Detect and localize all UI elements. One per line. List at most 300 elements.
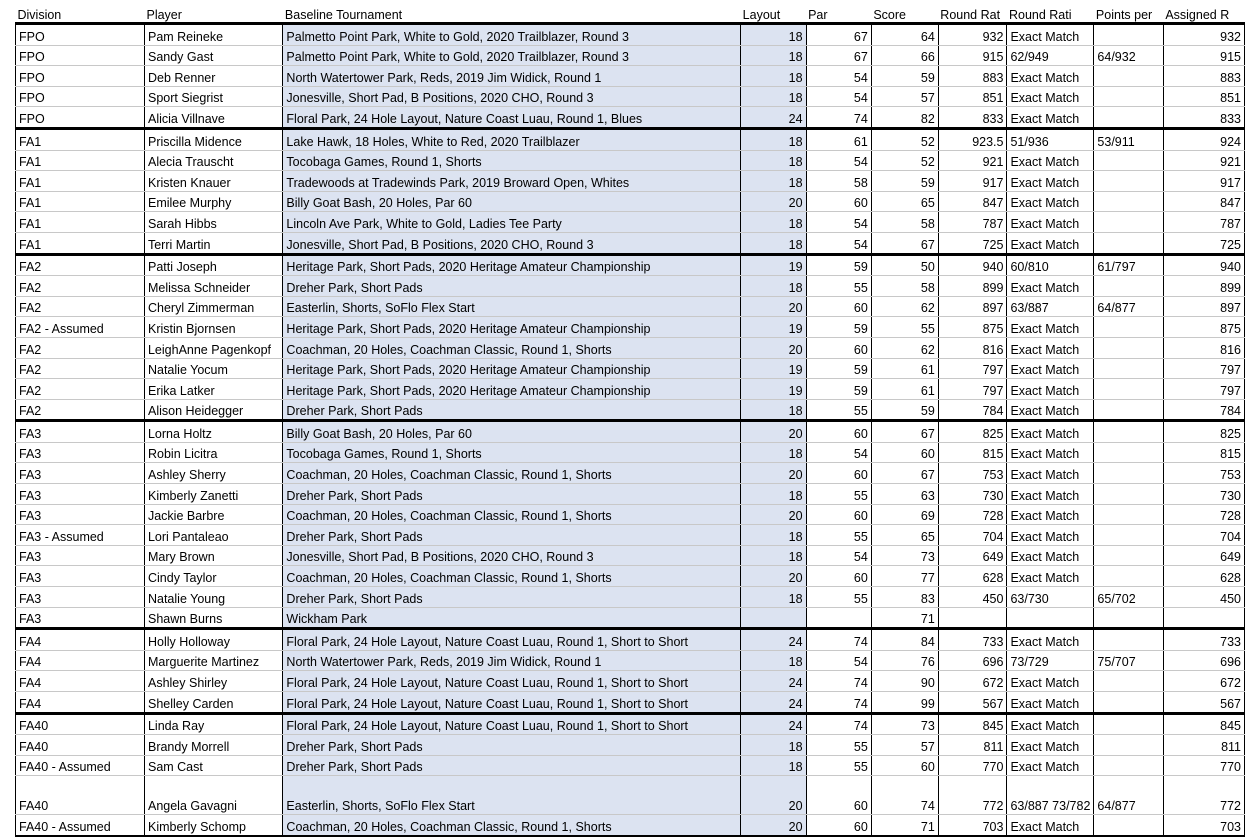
cell-layout[interactable]: 18	[741, 442, 806, 463]
cell-player[interactable]: Natalie Yocum	[144, 358, 282, 379]
cell-round-rating-match[interactable]: Exact Match	[1007, 276, 1094, 297]
cell-round-rating-match[interactable]: Exact Match	[1007, 107, 1094, 129]
col-header-round-rating-match[interactable]: Round Rati	[1008, 8, 1072, 22]
cell-round-rating[interactable]: 811	[938, 735, 1007, 756]
cell-player[interactable]: Jackie Barbre	[144, 504, 282, 525]
cell-points-per[interactable]: 64/932	[1094, 45, 1163, 66]
col-header-points-per[interactable]: Points per	[1095, 8, 1153, 22]
cell-score[interactable]: 61	[871, 379, 938, 400]
cell-player[interactable]: Kristen Knauer	[144, 171, 282, 192]
cell-points-per[interactable]	[1094, 442, 1163, 463]
cell-assigned-rating[interactable]: 567	[1163, 692, 1244, 714]
cell-division[interactable]: FA2	[16, 296, 145, 317]
cell-layout[interactable]: 20	[741, 296, 806, 317]
cell-points-per[interactable]	[1094, 232, 1163, 254]
cell-round-rating[interactable]: 696	[938, 650, 1007, 671]
cell-layout[interactable]: 20	[741, 815, 806, 836]
cell-baseline-tournament[interactable]: Dreher Park, Short Pads	[283, 587, 741, 608]
cell-par[interactable]: 74	[806, 107, 871, 129]
cell-par[interactable]: 74	[806, 629, 871, 651]
cell-par[interactable]: 55	[806, 484, 871, 505]
cell-division[interactable]: FA3	[16, 463, 145, 484]
cell-layout[interactable]: 18	[741, 45, 806, 66]
cell-par[interactable]: 60	[806, 504, 871, 525]
cell-round-rating-match[interactable]: Exact Match	[1007, 191, 1094, 212]
cell-player[interactable]: LeighAnne Pagenkopf	[144, 337, 282, 358]
cell-player[interactable]: Linda Ray	[144, 713, 282, 735]
cell-player[interactable]: Marguerite Martinez	[144, 650, 282, 671]
col-header-assigned-rating[interactable]: Assigned R	[1165, 8, 1230, 22]
cell-round-rating-match[interactable]: Exact Match	[1007, 171, 1094, 192]
cell-round-rating[interactable]: 847	[938, 191, 1007, 212]
cell-score[interactable]: 52	[871, 128, 938, 150]
cell-player[interactable]: Priscilla Midence	[144, 128, 282, 150]
cell-player[interactable]: Mary Brown	[144, 545, 282, 566]
cell-layout[interactable]: 20	[741, 421, 806, 443]
cell-par[interactable]: 67	[806, 24, 871, 46]
cell-points-per[interactable]	[1094, 358, 1163, 379]
cell-round-rating[interactable]: 628	[938, 566, 1007, 587]
cell-par[interactable]: 55	[806, 587, 871, 608]
cell-par[interactable]: 54	[806, 232, 871, 254]
cell-score[interactable]: 62	[871, 296, 938, 317]
cell-baseline-tournament[interactable]: Lake Hawk, 18 Holes, White to Red, 2020 Trailblazer	[283, 128, 741, 150]
cell-round-rating[interactable]: 797	[938, 379, 1007, 400]
cell-score[interactable]: 52	[871, 150, 938, 171]
cell-baseline-tournament[interactable]: Heritage Park, Short Pads, 2020 Heritage Amateur Championship	[283, 317, 741, 338]
cell-assigned-rating[interactable]: 703	[1163, 815, 1244, 836]
cell-points-per[interactable]	[1094, 545, 1163, 566]
cell-par[interactable]: 60	[806, 776, 871, 815]
cell-round-rating[interactable]: 932	[938, 24, 1007, 46]
cell-round-rating-match[interactable]: Exact Match	[1007, 463, 1094, 484]
cell-round-rating[interactable]: 940	[938, 254, 1007, 276]
cell-score[interactable]: 90	[871, 671, 938, 692]
cell-division[interactable]: FA3	[16, 566, 145, 587]
cell-points-per[interactable]	[1094, 171, 1163, 192]
cell-score[interactable]: 84	[871, 629, 938, 651]
cell-baseline-tournament[interactable]: Easterlin, Shorts, SoFlo Flex Start	[283, 776, 741, 815]
cell-layout[interactable]: 18	[741, 86, 806, 107]
cell-assigned-rating[interactable]: 672	[1163, 671, 1244, 692]
cell-baseline-tournament[interactable]: Wickham Park	[283, 607, 741, 629]
cell-par[interactable]: 60	[806, 296, 871, 317]
cell-baseline-tournament[interactable]: Coachman, 20 Holes, Coachman Classic, Round 1, Shorts	[283, 566, 741, 587]
cell-round-rating-match[interactable]: Exact Match	[1007, 735, 1094, 756]
col-header-baseline-tournament[interactable]: Baseline Tournament	[284, 8, 403, 22]
cell-points-per[interactable]: 65/702	[1094, 587, 1163, 608]
cell-assigned-rating[interactable]: 897	[1163, 296, 1244, 317]
cell-division[interactable]: FA3	[16, 421, 145, 443]
cell-round-rating[interactable]: 772	[938, 776, 1007, 815]
cell-player[interactable]: Melissa Schneider	[144, 276, 282, 297]
cell-points-per[interactable]	[1094, 692, 1163, 714]
cell-player[interactable]: Robin Licitra	[144, 442, 282, 463]
cell-layout[interactable]: 18	[741, 525, 806, 546]
cell-round-rating[interactable]: 704	[938, 525, 1007, 546]
cell-player[interactable]: Sandy Gast	[144, 45, 282, 66]
col-header-layout[interactable]: Layout	[742, 8, 781, 22]
cell-round-rating-match[interactable]: 63/730	[1007, 587, 1094, 608]
cell-layout[interactable]: 19	[741, 358, 806, 379]
cell-baseline-tournament[interactable]: Palmetto Point Park, White to Gold, 2020 Trailblazer, Round 3	[283, 24, 741, 46]
cell-par[interactable]: 74	[806, 671, 871, 692]
cell-par[interactable]: 54	[806, 150, 871, 171]
cell-score[interactable]: 82	[871, 107, 938, 129]
cell-par[interactable]: 59	[806, 317, 871, 338]
cell-baseline-tournament[interactable]: Heritage Park, Short Pads, 2020 Heritage Amateur Championship	[283, 254, 741, 276]
cell-round-rating[interactable]: 450	[938, 587, 1007, 608]
cell-player[interactable]: Cindy Taylor	[144, 566, 282, 587]
cell-division[interactable]: FA1	[16, 171, 145, 192]
cell-round-rating-match[interactable]: Exact Match	[1007, 399, 1094, 421]
cell-layout[interactable]: 18	[741, 128, 806, 150]
cell-score[interactable]: 57	[871, 86, 938, 107]
cell-round-rating[interactable]: 816	[938, 337, 1007, 358]
cell-assigned-rating[interactable]: 628	[1163, 566, 1244, 587]
cell-round-rating[interactable]: 875	[938, 317, 1007, 338]
cell-assigned-rating[interactable]: 915	[1163, 45, 1244, 66]
cell-baseline-tournament[interactable]: Floral Park, 24 Hole Layout, Nature Coast Luau, Round 1, Blues	[283, 107, 741, 129]
cell-division[interactable]: FA2	[16, 399, 145, 421]
cell-assigned-rating[interactable]: 649	[1163, 545, 1244, 566]
cell-division[interactable]: FPO	[16, 86, 145, 107]
cell-points-per[interactable]	[1094, 86, 1163, 107]
cell-baseline-tournament[interactable]: Lincoln Ave Park, White to Gold, Ladies Tee Party	[283, 212, 741, 233]
cell-layout[interactable]: 18	[741, 24, 806, 46]
cell-player[interactable]: Brandy Morrell	[144, 735, 282, 756]
cell-score[interactable]: 71	[871, 815, 938, 836]
cell-player[interactable]: Ashley Sherry	[144, 463, 282, 484]
cell-par[interactable]: 60	[806, 191, 871, 212]
cell-par[interactable]: 54	[806, 212, 871, 233]
cell-score[interactable]: 60	[871, 442, 938, 463]
cell-baseline-tournament[interactable]: Tradewoods at Tradewinds Park, 2019 Broward Open, Whites	[283, 171, 741, 192]
cell-division[interactable]: FA1	[16, 128, 145, 150]
cell-score[interactable]: 63	[871, 484, 938, 505]
cell-layout[interactable]: 18	[741, 545, 806, 566]
cell-division[interactable]: FA1	[16, 191, 145, 212]
cell-player[interactable]: Kimberly Schomp	[144, 815, 282, 836]
cell-layout[interactable]: 18	[741, 484, 806, 505]
cell-points-per[interactable]	[1094, 735, 1163, 756]
cell-round-rating[interactable]: 733	[938, 629, 1007, 651]
cell-player[interactable]: Holly Holloway	[144, 629, 282, 651]
cell-baseline-tournament[interactable]: Floral Park, 24 Hole Layout, Nature Coast Luau, Round 1, Short to Short	[283, 713, 741, 735]
cell-division[interactable]: FA3	[16, 607, 145, 629]
cell-player[interactable]: Natalie Young	[144, 587, 282, 608]
cell-player[interactable]: Pam Reineke	[144, 24, 282, 46]
cell-score[interactable]: 65	[871, 191, 938, 212]
cell-player[interactable]: Kimberly Zanetti	[144, 484, 282, 505]
cell-points-per[interactable]	[1094, 566, 1163, 587]
cell-round-rating[interactable]: 923.5	[938, 128, 1007, 150]
cell-assigned-rating[interactable]: 730	[1163, 484, 1244, 505]
cell-division[interactable]: FA2	[16, 379, 145, 400]
cell-assigned-rating[interactable]: 875	[1163, 317, 1244, 338]
cell-assigned-rating[interactable]: 787	[1163, 212, 1244, 233]
cell-baseline-tournament[interactable]: Dreher Park, Short Pads	[283, 484, 741, 505]
cell-points-per[interactable]: 64/877	[1094, 296, 1163, 317]
cell-par[interactable]: 58	[806, 171, 871, 192]
cell-baseline-tournament[interactable]: Dreher Park, Short Pads	[283, 399, 741, 421]
cell-par[interactable]: 54	[806, 650, 871, 671]
cell-division[interactable]: FA2	[16, 254, 145, 276]
cell-layout[interactable]: 20	[741, 504, 806, 525]
cell-score[interactable]: 58	[871, 276, 938, 297]
cell-player[interactable]: Alison Heidegger	[144, 399, 282, 421]
cell-division[interactable]: FA1	[16, 150, 145, 171]
cell-player[interactable]: Kristin Bjornsen	[144, 317, 282, 338]
cell-points-per[interactable]	[1094, 107, 1163, 129]
cell-par[interactable]: 55	[806, 755, 871, 776]
cell-player[interactable]: Shelley Carden	[144, 692, 282, 714]
cell-baseline-tournament[interactable]: Floral Park, 24 Hole Layout, Nature Coast Luau, Round 1, Short to Short	[283, 671, 741, 692]
cell-round-rating[interactable]: 753	[938, 463, 1007, 484]
cell-par[interactable]: 61	[806, 128, 871, 150]
cell-points-per[interactable]	[1094, 191, 1163, 212]
cell-round-rating-match[interactable]: 63/887	[1007, 296, 1094, 317]
cell-division[interactable]: FA2	[16, 358, 145, 379]
cell-layout[interactable]: 20	[741, 566, 806, 587]
cell-layout[interactable]: 18	[741, 171, 806, 192]
cell-round-rating-match[interactable]: Exact Match	[1007, 379, 1094, 400]
cell-assigned-rating[interactable]: 940	[1163, 254, 1244, 276]
cell-round-rating-match[interactable]: Exact Match	[1007, 66, 1094, 87]
cell-player[interactable]: Emilee Murphy	[144, 191, 282, 212]
cell-round-rating-match[interactable]: Exact Match	[1007, 150, 1094, 171]
cell-round-rating[interactable]: 883	[938, 66, 1007, 87]
cell-points-per[interactable]	[1094, 463, 1163, 484]
cell-assigned-rating[interactable]: 917	[1163, 171, 1244, 192]
cell-assigned-rating[interactable]: 833	[1163, 107, 1244, 129]
cell-baseline-tournament[interactable]: North Watertower Park, Reds, 2019 Jim Widick, Round 1	[283, 650, 741, 671]
cell-score[interactable]: 62	[871, 337, 938, 358]
cell-assigned-rating[interactable]: 811	[1163, 735, 1244, 756]
cell-layout[interactable]: 20	[741, 776, 806, 815]
cell-player[interactable]: Terri Martin	[144, 232, 282, 254]
cell-round-rating[interactable]: 725	[938, 232, 1007, 254]
cell-baseline-tournament[interactable]: Jonesville, Short Pad, B Positions, 2020 CHO, Round 3	[283, 545, 741, 566]
cell-round-rating[interactable]: 730	[938, 484, 1007, 505]
cell-round-rating-match[interactable]: Exact Match	[1007, 504, 1094, 525]
cell-score[interactable]: 99	[871, 692, 938, 714]
cell-division[interactable]: FA4	[16, 650, 145, 671]
cell-round-rating[interactable]: 815	[938, 442, 1007, 463]
cell-round-rating-match[interactable]: Exact Match	[1007, 525, 1094, 546]
cell-player[interactable]: Cheryl Zimmerman	[144, 296, 282, 317]
cell-score[interactable]: 67	[871, 421, 938, 443]
cell-layout[interactable]: 18	[741, 276, 806, 297]
cell-par[interactable]: 54	[806, 545, 871, 566]
cell-score[interactable]: 74	[871, 776, 938, 815]
cell-division[interactable]: FA40 - Assumed	[16, 755, 145, 776]
cell-points-per[interactable]	[1094, 815, 1163, 836]
cell-round-rating-match[interactable]: 73/729	[1007, 650, 1094, 671]
cell-par[interactable]: 54	[806, 442, 871, 463]
cell-assigned-rating[interactable]: 784	[1163, 399, 1244, 421]
cell-baseline-tournament[interactable]: Heritage Park, Short Pads, 2020 Heritage Amateur Championship	[283, 379, 741, 400]
cell-score[interactable]: 73	[871, 545, 938, 566]
cell-score[interactable]: 64	[871, 24, 938, 46]
cell-score[interactable]: 59	[871, 399, 938, 421]
cell-par[interactable]: 60	[806, 566, 871, 587]
cell-round-rating-match[interactable]: Exact Match	[1007, 337, 1094, 358]
cell-layout[interactable]: 19	[741, 254, 806, 276]
cell-round-rating-match[interactable]: 60/810	[1007, 254, 1094, 276]
cell-baseline-tournament[interactable]: Coachman, 20 Holes, Coachman Classic, Round 1, Shorts	[283, 337, 741, 358]
cell-layout[interactable]: 18	[741, 755, 806, 776]
cell-par[interactable]: 67	[806, 45, 871, 66]
cell-round-rating-match[interactable]: Exact Match	[1007, 566, 1094, 587]
cell-layout[interactable]: 18	[741, 212, 806, 233]
cell-round-rating[interactable]	[938, 607, 1007, 629]
cell-player[interactable]: Angela Gavagni	[144, 776, 282, 815]
cell-division[interactable]: FA3	[16, 484, 145, 505]
cell-par[interactable]: 60	[806, 463, 871, 484]
cell-baseline-tournament[interactable]: Dreher Park, Short Pads	[283, 525, 741, 546]
cell-player[interactable]: Ashley Shirley	[144, 671, 282, 692]
cell-baseline-tournament[interactable]: Dreher Park, Short Pads	[283, 276, 741, 297]
cell-layout[interactable]: 20	[741, 337, 806, 358]
cell-round-rating-match[interactable]: Exact Match	[1007, 421, 1094, 443]
cell-player[interactable]: Sarah Hibbs	[144, 212, 282, 233]
cell-player[interactable]: Sport Siegrist	[144, 86, 282, 107]
cell-points-per[interactable]: 61/797	[1094, 254, 1163, 276]
cell-par[interactable]: 59	[806, 379, 871, 400]
cell-score[interactable]: 67	[871, 232, 938, 254]
cell-round-rating-match[interactable]: Exact Match	[1007, 755, 1094, 776]
cell-player[interactable]: Alecia Trauscht	[144, 150, 282, 171]
cell-baseline-tournament[interactable]: Tocobaga Games, Round 1, Shorts	[283, 150, 741, 171]
col-header-score[interactable]: Score	[873, 8, 906, 22]
cell-division[interactable]: FA40	[16, 776, 145, 815]
cell-points-per[interactable]	[1094, 212, 1163, 233]
cell-round-rating-match[interactable]: 51/936	[1007, 128, 1094, 150]
cell-round-rating-match[interactable]: Exact Match	[1007, 484, 1094, 505]
cell-score[interactable]: 55	[871, 317, 938, 338]
cell-division[interactable]: FA40 - Assumed	[16, 815, 145, 836]
cell-points-per[interactable]: 64/877	[1094, 776, 1163, 815]
cell-round-rating-match[interactable]: Exact Match	[1007, 692, 1094, 714]
cell-round-rating-match[interactable]: Exact Match	[1007, 629, 1094, 651]
cell-round-rating[interactable]: 649	[938, 545, 1007, 566]
cell-round-rating[interactable]: 797	[938, 358, 1007, 379]
cell-layout[interactable]: 19	[741, 317, 806, 338]
cell-points-per[interactable]	[1094, 24, 1163, 46]
cell-par[interactable]: 74	[806, 713, 871, 735]
cell-round-rating-match[interactable]: Exact Match	[1007, 671, 1094, 692]
cell-round-rating[interactable]: 728	[938, 504, 1007, 525]
cell-player[interactable]: Shawn Burns	[144, 607, 282, 629]
cell-score[interactable]: 77	[871, 566, 938, 587]
cell-points-per[interactable]	[1094, 713, 1163, 735]
cell-division[interactable]: FA3	[16, 587, 145, 608]
cell-round-rating-match[interactable]: Exact Match	[1007, 232, 1094, 254]
cell-layout[interactable]: 18	[741, 150, 806, 171]
cell-assigned-rating[interactable]: 725	[1163, 232, 1244, 254]
cell-assigned-rating[interactable]: 772	[1163, 776, 1244, 815]
cell-player[interactable]: Erika Latker	[144, 379, 282, 400]
cell-par[interactable]: 54	[806, 66, 871, 87]
cell-player[interactable]: Patti Joseph	[144, 254, 282, 276]
cell-baseline-tournament[interactable]: Heritage Park, Short Pads, 2020 Heritage Amateur Championship	[283, 358, 741, 379]
cell-par[interactable]: 60	[806, 815, 871, 836]
cell-points-per[interactable]	[1094, 607, 1163, 629]
cell-round-rating[interactable]: 897	[938, 296, 1007, 317]
cell-assigned-rating[interactable]: 797	[1163, 379, 1244, 400]
cell-assigned-rating[interactable]: 753	[1163, 463, 1244, 484]
cell-round-rating-match[interactable]: Exact Match	[1007, 358, 1094, 379]
cell-score[interactable]: 67	[871, 463, 938, 484]
cell-assigned-rating[interactable]: 921	[1163, 150, 1244, 171]
cell-par[interactable]: 60	[806, 421, 871, 443]
cell-round-rating[interactable]: 833	[938, 107, 1007, 129]
cell-points-per[interactable]	[1094, 66, 1163, 87]
cell-assigned-rating[interactable]: 815	[1163, 442, 1244, 463]
cell-score[interactable]: 60	[871, 755, 938, 776]
cell-assigned-rating[interactable]: 932	[1163, 24, 1244, 46]
cell-score[interactable]: 58	[871, 212, 938, 233]
cell-points-per[interactable]	[1094, 671, 1163, 692]
cell-points-per[interactable]	[1094, 150, 1163, 171]
cell-baseline-tournament[interactable]: Floral Park, 24 Hole Layout, Nature Coast Luau, Round 1, Short to Short	[283, 692, 741, 714]
cell-division[interactable]: FA1	[16, 212, 145, 233]
cell-baseline-tournament[interactable]: Tocobaga Games, Round 1, Shorts	[283, 442, 741, 463]
cell-round-rating-match[interactable]	[1007, 607, 1094, 629]
cell-baseline-tournament[interactable]: Coachman, 20 Holes, Coachman Classic, Round 1, Shorts	[283, 815, 741, 836]
cell-division[interactable]: FA40	[16, 713, 145, 735]
cell-round-rating-match[interactable]: Exact Match	[1007, 24, 1094, 46]
cell-par[interactable]: 59	[806, 358, 871, 379]
cell-points-per[interactable]: 53/911	[1094, 128, 1163, 150]
cell-round-rating-match[interactable]: Exact Match	[1007, 317, 1094, 338]
cell-layout[interactable]: 24	[741, 692, 806, 714]
cell-round-rating-match[interactable]: Exact Match	[1007, 86, 1094, 107]
cell-round-rating-match[interactable]: 62/949	[1007, 45, 1094, 66]
cell-assigned-rating[interactable]: 770	[1163, 755, 1244, 776]
cell-round-rating-match[interactable]: Exact Match	[1007, 815, 1094, 836]
cell-assigned-rating[interactable]: 816	[1163, 337, 1244, 358]
cell-baseline-tournament[interactable]: Billy Goat Bash, 20 Holes, Par 60	[283, 191, 741, 212]
cell-layout[interactable]: 18	[741, 650, 806, 671]
cell-par[interactable]: 55	[806, 276, 871, 297]
cell-round-rating[interactable]: 787	[938, 212, 1007, 233]
cell-layout[interactable]	[741, 607, 806, 629]
cell-par[interactable]: 60	[806, 337, 871, 358]
cell-points-per[interactable]	[1094, 317, 1163, 338]
cell-layout[interactable]: 18	[741, 399, 806, 421]
cell-score[interactable]: 69	[871, 504, 938, 525]
cell-assigned-rating[interactable]: 733	[1163, 629, 1244, 651]
cell-par[interactable]	[806, 607, 871, 629]
cell-score[interactable]: 76	[871, 650, 938, 671]
cell-assigned-rating[interactable]: 851	[1163, 86, 1244, 107]
cell-layout[interactable]: 24	[741, 629, 806, 651]
cell-points-per[interactable]	[1094, 755, 1163, 776]
col-header-round-rating[interactable]: Round Rat	[940, 8, 1001, 22]
cell-score[interactable]: 71	[871, 607, 938, 629]
cell-round-rating-match[interactable]: Exact Match	[1007, 212, 1094, 233]
cell-division[interactable]: FA1	[16, 232, 145, 254]
cell-assigned-rating[interactable]: 797	[1163, 358, 1244, 379]
cell-score[interactable]: 61	[871, 358, 938, 379]
col-header-par[interactable]: Par	[808, 8, 828, 22]
cell-division[interactable]: FPO	[16, 66, 145, 87]
cell-assigned-rating[interactable]: 704	[1163, 525, 1244, 546]
cell-division[interactable]: FA40	[16, 735, 145, 756]
cell-par[interactable]: 55	[806, 735, 871, 756]
